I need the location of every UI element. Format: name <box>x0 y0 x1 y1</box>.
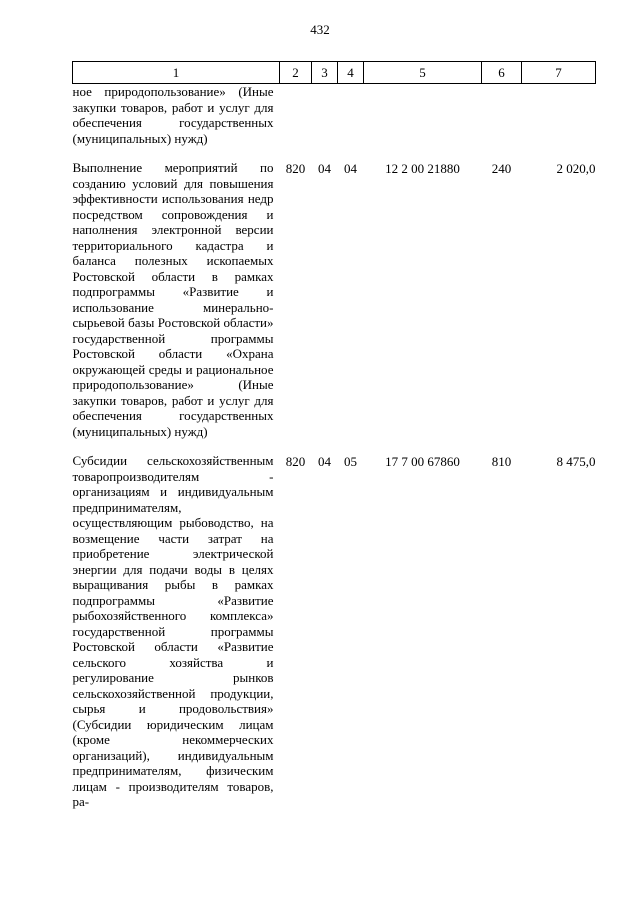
table-header <box>73 62 596 84</box>
row-amount: 2 020,0 <box>556 161 596 176</box>
table-row <box>73 84 596 147</box>
row-spacer <box>73 146 596 160</box>
header-col-5: 5 <box>364 62 482 84</box>
row-ministry-code <box>280 84 312 147</box>
row-expense-type <box>482 84 522 147</box>
table-row <box>73 453 596 810</box>
row-description: ное природопользование» (Иные закупки товаров, работ и услуг для обеспечения государственных (муниципальных) нужд) <box>72 84 274 146</box>
row-target-article: 12 2 00 21880 <box>385 161 460 176</box>
row-subsection-code <box>338 84 364 147</box>
row-expense-type: 240 <box>491 161 512 176</box>
row-target-article <box>364 84 482 147</box>
row-description: Субсидии сельскохозяйственным товаропроизводителям - организациям и индивидуальным предпринимателям, осуществляющим рыбоводство, на возмещение части затрат на приобретение электрической энергии для подачи воды в целях выращивания рыбы в рамках подпрограммы «Развитие рыбохозяйственного комплекса» государственной программы Ростовской области «Развитие сельского хозяйства и регулирование рынков сельскохозяйственной продукции, сырья и продовольствия» (Субсидии юридическим лицам (кроме некоммерческих организаций), индивидуальным предпринимателям, физическим лицам - производителям товаров, ра- <box>72 453 274 809</box>
table-row <box>73 160 596 439</box>
table-body <box>73 84 596 810</box>
header-row <box>73 62 596 84</box>
header-col-1: 1 <box>73 62 280 84</box>
row-section-code: 04 <box>318 454 331 469</box>
row-subsection-code: 05 <box>344 454 357 469</box>
row-target-article: 17 7 00 67860 <box>385 454 460 469</box>
row-amount <box>522 84 596 147</box>
row-section-code <box>312 84 338 147</box>
row-amount: 8 475,0 <box>556 454 596 469</box>
header-col-3: 3 <box>312 62 338 84</box>
page-number: 432 <box>310 22 330 37</box>
header-col-2: 2 <box>280 62 312 84</box>
row-subsection-code: 04 <box>344 161 357 176</box>
row-spacer <box>73 439 596 453</box>
row-ministry-code: 820 <box>285 454 306 469</box>
header-col-6: 6 <box>482 62 522 84</box>
row-description: Выполнение мероприятий по созданию условий для повышения эффективности использования недр посредством сопровождения и наполнения электронной версии территориального кадастра и баланса полезных ископаемых Ростовской области в рамках подпрограммы «Развитие и использование минерально-сырьевой базы Ростовской области» государственной программы Ростовской области «Охрана окружающей среды и рациональное природопользование» (Иные закупки товаров, работ и услуг для обеспечения государственных (муниципальных) нужд) <box>72 160 274 439</box>
row-ministry-code: 820 <box>285 161 306 176</box>
row-section-code: 04 <box>318 161 331 176</box>
row-expense-type: 810 <box>491 454 512 469</box>
header-col-4: 4 <box>338 62 364 84</box>
header-col-7: 7 <box>522 62 596 84</box>
budget-table <box>72 61 596 810</box>
